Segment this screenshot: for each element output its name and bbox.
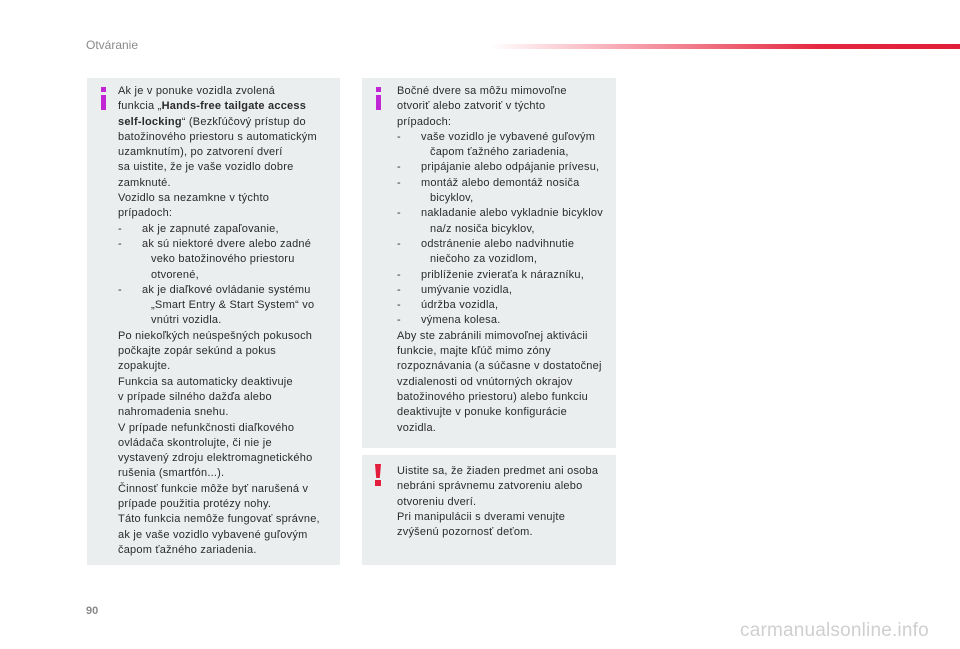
list-item <box>397 130 611 161</box>
text-fragment: “ (Bezkľúčový prístup do <box>181 115 306 128</box>
text-line: nahromadenia snehu. <box>118 406 229 419</box>
list-item <box>397 313 611 328</box>
list-item-text: nakladanie alebo vykladnie bicyklov <box>421 207 603 220</box>
text-line: Po niekoľkých neúspešných pokusoch <box>118 329 313 342</box>
text-line: Aby ste zabránili mimovoľnej aktivácii <box>397 329 588 342</box>
list-dash: - <box>397 161 401 174</box>
list-dash: - <box>397 130 401 143</box>
list-item-text: odstránenie alebo nadvihnutie <box>421 237 575 250</box>
list-item-text: ak je diaľkové ovládanie systému <box>142 283 311 296</box>
list-item <box>397 268 611 283</box>
list-dash: - <box>397 314 401 327</box>
list-item-text: umývanie vozidla, <box>421 283 513 296</box>
function-name-bold: self-locking <box>118 115 182 128</box>
warning-box-text <box>397 464 611 540</box>
list-dash: - <box>397 207 401 220</box>
text-line: vystavený zdroju elektromagnetického <box>118 452 313 465</box>
list-dash: - <box>397 237 401 250</box>
list-item-text: otvorené, <box>151 268 199 281</box>
list-item-text: pripájanie alebo odpájanie prívesu, <box>421 161 600 174</box>
list-item-text: údržba vozidla, <box>421 299 499 312</box>
list-dash: - <box>118 237 122 250</box>
text-line: zvýšenú pozornosť deťom. <box>397 526 533 539</box>
text-line: počkajte zopár sekúnd a pokus <box>118 345 277 358</box>
text-line: prípadoch: <box>118 207 173 220</box>
info-box-text <box>118 84 334 558</box>
list-dash: - <box>118 283 122 296</box>
text-line: batožinového priestoru s automatickým <box>118 130 317 143</box>
list-item-text: „Smart Entry & Start System“ vo <box>151 299 315 312</box>
list-item-text: ak sú niektoré dvere alebo zadné <box>142 237 312 250</box>
list-item-text: výmena kolesa. <box>421 314 501 327</box>
list-dash: - <box>397 283 401 296</box>
text-line: Táto funkcia nemôže fungovať správne, <box>118 513 320 526</box>
info-icon <box>376 87 381 110</box>
text-line: Pri manipulácii s dverami venujte <box>397 510 566 523</box>
list-item-text: čapom ťažného zariadenia, <box>430 146 569 159</box>
text-line: V prípade nefunkčnosti diaľkového <box>118 421 295 434</box>
list-item-text: ak je zapnuté zapaľovanie, <box>142 222 279 235</box>
text-line: čapom ťažného zariadenia. <box>118 543 257 556</box>
text-line: uzamknutím), po zatvorení dverí <box>118 146 283 159</box>
info-box-side-doors <box>362 78 616 448</box>
text-line: funkcie, majte kľúč mimo zóny <box>397 345 551 358</box>
list-item <box>397 237 611 268</box>
text-line <box>118 99 334 114</box>
info-box-hands-free-tailgate <box>87 78 340 565</box>
text-line: rozpoznávania (a súčasne v dostatočnej <box>397 360 602 373</box>
text-line: Činnosť funkcie môže byť narušená v <box>118 482 309 495</box>
text-line: vozidla. <box>397 421 437 434</box>
text-line: otvoriť alebo zatvoriť v týchto <box>397 100 546 113</box>
text-line: sa uistite, že je vaše vozidlo dobre <box>118 161 294 174</box>
list-item <box>397 298 611 313</box>
list-item-text: montáž alebo demontáž nosiča <box>421 176 580 189</box>
list-item-text: niečoho za vozidlom, <box>430 253 538 266</box>
list-item-text: bicyklov, <box>430 192 474 205</box>
text-line: prípade použitia protézy nohy. <box>118 498 272 511</box>
list-item <box>397 160 611 175</box>
text-line: prípadoch: <box>397 115 452 128</box>
function-name-bold: Hands-free tailgate access <box>161 100 307 113</box>
list-item-text: vaše vozidlo je vybavené guľovým <box>421 130 596 143</box>
info-box-text <box>397 84 611 436</box>
text-line: Uistite sa, že žiaden predmet ani osoba <box>397 465 599 477</box>
text-line: zopakujte. <box>118 360 171 373</box>
text-line: otvoreniu dverí. <box>397 495 477 508</box>
text-line: Bočné dvere sa môžu mimovoľne <box>397 85 567 97</box>
list-dash: - <box>118 222 122 235</box>
text-line: Vozidlo sa nezamkne v týchto <box>118 192 270 205</box>
list-item <box>118 222 334 237</box>
list-dash: - <box>397 176 401 189</box>
text-line: Funkcia sa automaticky deaktivuje <box>118 375 293 388</box>
text-fragment: funkcia „ <box>118 100 162 113</box>
warning-box-door-obstruction <box>362 455 616 565</box>
text-line: batožinového priestoru) alebo funkciu <box>397 390 588 403</box>
text-line: vzdialenosti od vnútorných okrajov <box>397 375 573 388</box>
list-item-text: na/z nosiča bicyklov, <box>430 222 535 235</box>
list-item <box>397 206 611 237</box>
text-line: v prípade silného dažďa alebo <box>118 390 272 403</box>
list-item <box>397 176 611 207</box>
text-line: ovládača skontrolujte, či nie je <box>118 436 272 449</box>
warning-exclamation-icon <box>374 464 382 486</box>
list-item <box>118 237 334 283</box>
list-item-text: vnútri vozidla. <box>151 314 222 327</box>
list-item <box>118 283 334 329</box>
list-dash: - <box>397 299 401 312</box>
text-line: Ak je v ponuke vozidla zvolená <box>118 85 276 97</box>
list-item-text: priblíženie zvieraťa k nárazníku, <box>421 268 585 281</box>
text-line <box>118 115 334 130</box>
watermark: carmanualsonline.info <box>740 620 929 641</box>
info-icon <box>101 87 106 110</box>
text-line: ak je vaše vozidlo vybavené guľovým <box>118 528 308 541</box>
page-number: 90 <box>86 605 99 617</box>
list-item-text: veko batožinového priestoru <box>151 253 295 266</box>
text-line: zamknuté. <box>118 176 171 189</box>
text-line: deaktivujte v ponuke konfigurácie <box>397 406 567 419</box>
section-title: Otváranie <box>86 38 139 52</box>
list-dash: - <box>397 268 401 281</box>
text-line: nebráni správnemu zatvoreniu alebo <box>397 480 583 493</box>
header-rule <box>490 44 960 49</box>
list-item <box>397 283 611 298</box>
text-line: rušenia (smartfón...). <box>118 467 225 480</box>
